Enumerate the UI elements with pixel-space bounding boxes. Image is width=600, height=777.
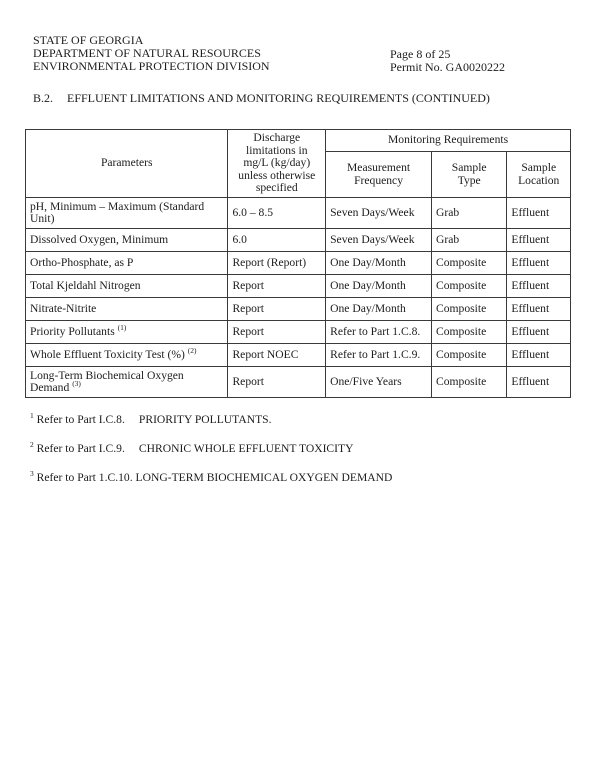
limit-cell: Report [228, 367, 326, 398]
header-frequency-line: Measurement [346, 161, 411, 174]
limit-cell: Report [228, 321, 326, 344]
param-cell [26, 344, 228, 367]
section-title: EFFLUENT LIMITATIONS AND MONITORING REQUIREMENTS (CONTINUED) [67, 91, 490, 105]
effluent-limitations-table [25, 129, 571, 398]
limit-cell: Report [228, 275, 326, 298]
sample-location-cell: Effluent [507, 229, 571, 252]
permit-number: Permit No. GA0020222 [390, 60, 505, 74]
header-discharge-line: specified [255, 181, 298, 195]
sample-type-cell: Composite [431, 321, 506, 344]
sample-type-cell: Composite [431, 252, 506, 275]
header-discharge-line: mg/L (kg/day) [243, 156, 311, 170]
header-measurement-frequency [326, 152, 432, 198]
frequency-cell: One Day/Month [326, 252, 432, 275]
footnote-marker: (1) [117, 322, 127, 332]
footnote-text: CHRONIC WHOLE EFFLUENT TOXICITY [138, 442, 354, 455]
agency-line-department: DEPARTMENT OF NATURAL RESOURCES [33, 46, 261, 60]
header-sample-location [507, 152, 571, 198]
frequency-cell: One Day/Month [326, 298, 432, 321]
table-row [26, 367, 571, 398]
page-number: Page 8 of 25 [390, 47, 451, 61]
param-name: Nitrate-Nitrite [30, 301, 97, 315]
table-row [26, 229, 571, 252]
table-row [26, 298, 571, 321]
header-discharge-line: unless otherwise [238, 168, 316, 182]
footnote-number: 3 [30, 469, 34, 479]
param-name: Long-Term Biochemical Oxygen Demand [30, 368, 184, 394]
frequency-cell: Seven Days/Week [326, 198, 432, 229]
param-cell [26, 321, 228, 344]
sample-location-cell: Effluent [507, 252, 571, 275]
header-monitoring-requirements: Monitoring Requirements [326, 130, 571, 152]
sample-location-cell: Effluent [507, 344, 571, 367]
param-name: Whole Effluent Toxicity Test (%) [30, 347, 185, 361]
param-name: pH, Minimum – Maximum (Standard Unit) [30, 199, 205, 225]
param-cell [26, 229, 228, 252]
sample-type-cell: Composite [431, 298, 506, 321]
header-location-line: Location [518, 173, 560, 187]
agency-header [33, 34, 270, 73]
footnote-marker: (3) [72, 379, 81, 389]
param-name: Total Kjeldahl Nitrogen [30, 278, 141, 292]
frequency-cell: One Day/Month [326, 275, 432, 298]
sample-location-cell: Effluent [507, 367, 571, 398]
frequency-cell: One/Five Years [326, 367, 432, 398]
header-sample-type [431, 152, 506, 198]
header-discharge-line: limitations in [246, 143, 308, 157]
sample-type-cell: Grab [431, 198, 506, 229]
sample-location-cell: Effluent [507, 321, 571, 344]
header-type-line: Type [457, 173, 481, 187]
param-cell [26, 275, 228, 298]
limit-cell: Report NOEC [228, 344, 326, 367]
param-cell [26, 252, 228, 275]
header-type-line: Sample [451, 161, 487, 174]
frequency-cell: Refer to Part 1.C.9. [326, 344, 432, 367]
table-row [26, 275, 571, 298]
page-info [390, 48, 505, 74]
sample-location-cell: Effluent [507, 275, 571, 298]
footnotes [30, 413, 392, 500]
footnote-marker: (2) [187, 345, 197, 355]
param-name: Priority Pollutants [30, 324, 115, 338]
frequency-cell: Refer to Part 1.C.8. [326, 321, 432, 344]
footnote-text: LONG-TERM BIOCHEMICAL OXYGEN DEMAND [135, 471, 393, 484]
footnote-text: PRIORITY POLLUTANTS. [138, 413, 272, 426]
header-frequency-line: Frequency [354, 173, 403, 187]
footnote [30, 442, 392, 455]
header-discharge-line: Discharge [253, 131, 301, 145]
table-row [26, 252, 571, 275]
sample-type-cell: Composite [431, 344, 506, 367]
table-row [26, 198, 571, 229]
footnote-number: 1 [30, 411, 34, 421]
header-location-line: Sample [521, 161, 557, 174]
limit-cell: Report [228, 298, 326, 321]
sample-type-cell: Composite [431, 367, 506, 398]
sample-location-cell: Effluent [507, 298, 571, 321]
frequency-cell: Seven Days/Week [326, 229, 432, 252]
footnote-reference: Refer to Part I.C.9. [36, 442, 125, 455]
agency-line-division: ENVIRONMENTAL PROTECTION DIVISION [33, 59, 270, 73]
table-row [26, 321, 571, 344]
footnote [30, 471, 392, 484]
footnote [30, 413, 392, 426]
param-name: Ortho-Phosphate, as P [30, 255, 134, 269]
section-heading [33, 91, 490, 106]
param-cell [26, 198, 228, 229]
section-number: B.2. [33, 91, 54, 105]
sample-location-cell: Effluent [507, 198, 571, 229]
footnote-reference: Refer to Part 1.C.10. [36, 471, 133, 484]
limit-cell: 6.0 [228, 229, 326, 252]
param-name: Dissolved Oxygen, Minimum [30, 232, 169, 246]
sample-type-cell: Grab [431, 229, 506, 252]
header-discharge-limitations [228, 130, 326, 198]
table-row [26, 344, 571, 367]
header-parameters: Parameters [26, 130, 228, 198]
sample-type-cell: Composite [431, 275, 506, 298]
limit-cell: Report (Report) [228, 252, 326, 275]
param-cell [26, 298, 228, 321]
param-cell [26, 367, 228, 398]
footnote-number: 2 [30, 440, 34, 450]
agency-line-state: STATE OF GEORGIA [33, 33, 144, 47]
footnote-reference: Refer to Part I.C.8. [36, 413, 125, 426]
limit-cell: 6.0 – 8.5 [228, 198, 326, 229]
